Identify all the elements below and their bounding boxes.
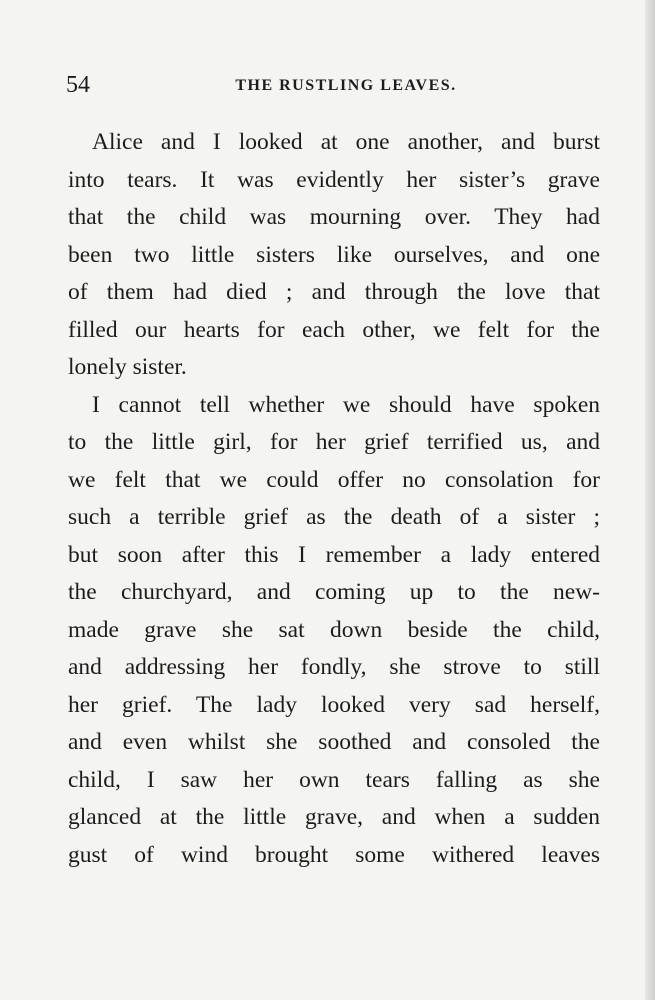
text-line: but soon after this I remember a lady entered [68,541,600,568]
text-line: such a terrible grief as the death of a sister ; [68,504,600,530]
page-edge-shadow [645,0,655,1000]
page-number: 54 [66,72,90,98]
text-line: her grief. The lady looked very sad herself, [68,691,600,718]
text-line: to the little girl, for her grief terrified us, and [68,429,600,455]
text-line: made grave she sat down beside the child, [68,616,600,643]
body-text [68,124,600,874]
text-line: we felt that we could offer no consolation for [68,466,600,493]
running-header [66,72,596,102]
text-line: been two little sisters like ourselves, and one [68,241,600,268]
text-line: filled our hearts for each other, we felt for the [68,316,600,343]
text-line: child, I saw her own tears falling as she [68,766,600,793]
text-line: of them had died ; and through the love that [68,279,600,305]
text-line: into tears. It was evidently her sister’s grave [68,166,600,193]
text-line: glanced at the little grave, and when a sudden [68,804,600,830]
text-line: gust of wind brought some withered leaves [68,841,600,868]
text-line: lonely sister. [68,354,187,380]
running-title: THE RUSTLING LEAVES. [235,77,457,94]
text-line: and even whilst she soothed and consoled the [68,729,600,755]
text-line: that the child was mourning over. They had [68,204,600,230]
text-line: and addressing her fondly, she strove to still [68,654,600,680]
text-line: the churchyard, and coming up to the new- [68,579,600,605]
text-line: I cannot tell whether we should have spoken [92,391,600,418]
text-line: Alice and I looked at one another, and burst [92,129,600,155]
